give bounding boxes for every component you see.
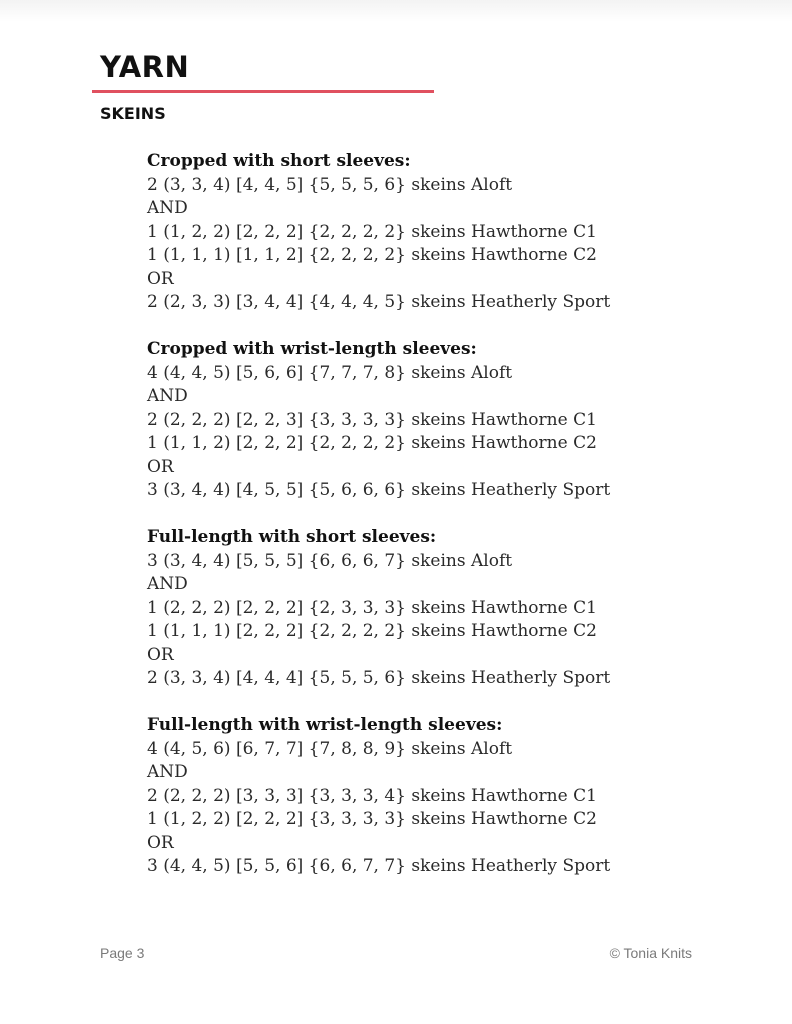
page-top-shadow — [0, 0, 792, 22]
requirement-line: 1 (1, 1, 1) [2, 2, 2] {2, 2, 2, 2} skeins Hawthorne C2 — [147, 621, 597, 641]
requirement-line: AND — [147, 762, 188, 782]
requirement-line: 1 (1, 2, 2) [2, 2, 2] {3, 3, 3, 3} skeins Hawthorne C2 — [147, 809, 597, 829]
section-heading: Cropped with wrist-length sleeves: — [147, 339, 477, 359]
requirement-line: 3 (3, 4, 4) [4, 5, 5] {5, 6, 6, 6} skeins Heatherly Sport — [147, 480, 611, 500]
yarn-section-full-short — [147, 526, 707, 691]
yarn-section-cropped-wrist — [147, 338, 707, 503]
requirement-line: OR — [147, 456, 174, 477]
requirement-line: AND — [147, 198, 188, 218]
requirement-line: 2 (2, 3, 3) [3, 4, 4] {4, 4, 4, 5} skeins Heatherly Sport — [147, 292, 611, 312]
requirement-line: AND — [147, 574, 188, 594]
yarn-section-full-wrist — [147, 714, 707, 879]
requirement-line: 1 (2, 2, 2) [2, 2, 2] {2, 3, 3, 3} skeins Hawthorne C1 — [147, 597, 597, 618]
requirement-line: AND — [147, 386, 188, 406]
section-heading: Cropped with short sleeves: — [147, 151, 411, 171]
requirement-line: 2 (2, 2, 2) [2, 2, 3] {3, 3, 3, 3} skeins Hawthorne C1 — [147, 409, 597, 430]
section-heading: Full-length with wrist-length sleeves: — [147, 715, 503, 735]
yarn-section-cropped-short — [147, 150, 707, 315]
section-subtitle: SKEINS — [100, 104, 166, 123]
page-title: YARN — [100, 50, 190, 84]
requirement-line: 3 (3, 4, 4) [5, 5, 5] {6, 6, 6, 7} skeins Aloft — [147, 550, 513, 571]
page-number: Page 3 — [100, 945, 145, 961]
yarn-requirements — [147, 150, 707, 902]
requirement-line: 1 (1, 2, 2) [2, 2, 2] {2, 2, 2, 2} skeins Hawthorne C1 — [147, 221, 597, 242]
title-underline — [92, 90, 434, 93]
requirement-line: 2 (3, 3, 4) [4, 4, 4] {5, 5, 5, 6} skeins Heatherly Sport — [147, 668, 611, 688]
copyright-notice: © Tonia Knits — [609, 945, 692, 961]
requirement-line: OR — [147, 832, 174, 853]
requirement-line: 1 (1, 1, 2) [2, 2, 2] {2, 2, 2, 2} skeins Hawthorne C2 — [147, 433, 597, 453]
requirement-line: OR — [147, 268, 174, 289]
requirement-line: OR — [147, 644, 174, 665]
requirement-line: 2 (3, 3, 4) [4, 4, 5] {5, 5, 5, 6} skeins Aloft — [147, 174, 513, 195]
section-heading: Full-length with short sleeves: — [147, 527, 437, 547]
requirement-line: 4 (4, 5, 6) [6, 7, 7] {7, 8, 8, 9} skeins Aloft — [147, 738, 513, 759]
requirement-line: 2 (2, 2, 2) [3, 3, 3] {3, 3, 3, 4} skeins Hawthorne C1 — [147, 785, 597, 806]
requirement-line: 1 (1, 1, 1) [1, 1, 2] {2, 2, 2, 2} skeins Hawthorne C2 — [147, 245, 597, 265]
requirement-line: 3 (4, 4, 5) [5, 5, 6] {6, 6, 7, 7} skeins Heatherly Sport — [147, 856, 611, 876]
requirement-line: 4 (4, 4, 5) [5, 6, 6] {7, 7, 7, 8} skeins Aloft — [147, 362, 513, 383]
